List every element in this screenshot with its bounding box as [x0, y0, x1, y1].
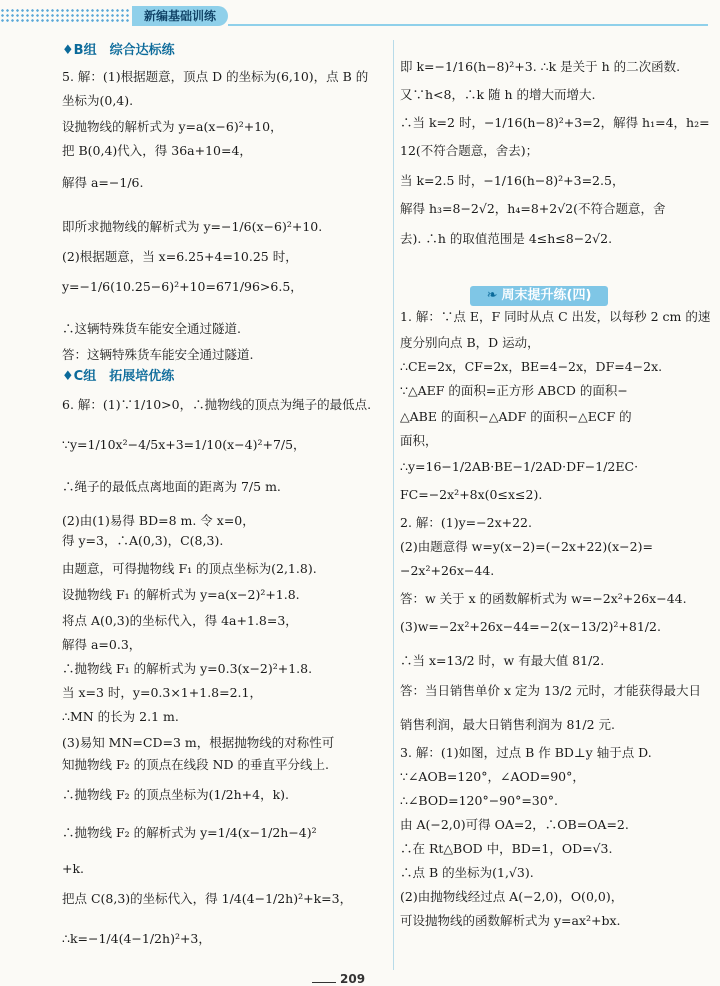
page-number: 209	[340, 972, 366, 986]
header-rule	[228, 24, 708, 26]
text-line: ∴k=−1/4(4−1/2h)²+3，	[62, 931, 211, 946]
text-line: (2)由题意得 w=y(x−2)=(−2x+22)(x−2)=	[400, 539, 653, 554]
text-line: ∴MN 的长为 2.1 m.	[62, 709, 179, 724]
text-line: 答：这辆特殊货车能安全通过隧道.	[62, 347, 254, 362]
text-line: 可设抛物线的函数解析式为 y=ax²+bx.	[400, 913, 621, 928]
text-line: ∴y=16−1/2AB·BE−1/2AD·DF−1/2EC·	[400, 459, 639, 474]
text-line: 解得 a=−1/6.	[62, 175, 144, 190]
text-line: ∴当 x=13/2 时，w 有最大值 81/2.	[400, 653, 605, 668]
text-line: ∵y=1/10x²−4/5x+3=1/10(x−4)²+7/5，	[62, 437, 306, 452]
text-line: 2. 解：(1)y=−2x+22.	[400, 515, 532, 530]
text-line: 当 k=2.5 时，−1/16(h−8)²+3=2.5，	[400, 173, 625, 188]
text-line: 将点 A(0,3)的坐标代入，得 4a+1.8=3，	[62, 613, 298, 628]
text-line: (3)易知 MN=CD=3 m，根据抛物线的对称性可	[62, 735, 335, 750]
text-line: (2)由抛物线经过点 A(−2,0)，O(0,0)，	[400, 889, 624, 904]
text-line: 由题意，可得抛物线 F₁ 的顶点坐标为(2,1.8).	[62, 561, 317, 576]
text-line: 3. 解：(1)如图，过点 B 作 BD⊥y 轴于点 D.	[400, 745, 652, 760]
text-line: 当 x=3 时，y=0.3×1+1.8=2.1，	[62, 685, 262, 700]
weekend-practice-banner: ❧ 周末提升练(四)	[470, 286, 608, 306]
text-line: 即 k=−1/16(h−8)²+3. ∴k 是关于 h 的二次函数.	[400, 59, 681, 74]
text-line: ∴抛物线 F₂ 的解析式为 y=1/4(x−1/2h−4)²	[62, 825, 317, 840]
ribbon-icon: ❧	[486, 288, 498, 303]
text-line: 知抛物线 F₂ 的顶点在线段 ND 的垂直平分线上.	[62, 757, 330, 772]
text-line: +k.	[62, 861, 85, 876]
text-line: ∴点 B 的坐标为(1,√3).	[400, 865, 534, 880]
text-line: 把 B(0,4)代入，得 36a+10=4，	[62, 143, 252, 158]
text-line: y=−1/6(10.25−6)²+10=671/96>6.5，	[62, 279, 303, 294]
text-line: ∴在 Rt△BOD 中，BD=1，OD=√3.	[400, 841, 613, 856]
text-line: 答：当日销售单价 x 定为 13/2 元时，才能获得最大日	[400, 683, 702, 698]
text-line: (2)根据题意，当 x=6.25+4=10.25 时，	[62, 249, 298, 264]
text-line: ∴这辆特殊货车能安全通过隧道.	[62, 321, 241, 336]
text-line: (2)由(1)易得 BD=8 m. 令 x=0，	[62, 513, 255, 528]
text-line: 度分别向点 B，D 运动，	[400, 335, 540, 350]
page-number-rule	[312, 982, 336, 983]
text-line: 得 y=3，∴A(0,3)，C(8,3).	[62, 533, 224, 548]
header-title: 新编基础训练	[132, 6, 228, 26]
text-line: ∴抛物线 F₁ 的解析式为 y=0.3(x−2)²+1.8.	[62, 661, 313, 676]
text-line: 解得 h₃=8−2√2，h₄=8+2√2(不符合题意，舍	[400, 201, 666, 216]
section-heading: ♦B组 综合达标练	[62, 43, 175, 58]
text-line: FC=−2x²+8x(0≤x≤2).	[400, 487, 543, 502]
text-line: ∴抛物线 F₂ 的顶点坐标为(1/2h+4，k).	[62, 787, 290, 802]
text-line: 设抛物线 F₁ 的解析式为 y=a(x−2)²+1.8.	[62, 587, 300, 602]
text-line: △ABE 的面积−△ADF 的面积−△ECF 的	[400, 409, 632, 424]
column-divider	[393, 40, 394, 970]
section-heading: ♦C组 拓展培优练	[62, 369, 175, 384]
text-line: 12(不符合题意，舍去)；	[400, 143, 539, 158]
text-line: ∴绳子的最低点离地面的距离为 7/5 m.	[62, 479, 281, 494]
text-line: ∴∠BOD=120°−90°=30°.	[400, 793, 558, 808]
header-dots-decoration	[0, 8, 130, 24]
text-line: ∴当 k=2 时，−1/16(h−8)²+3=2，解得 h₁=4，h₂=	[400, 115, 710, 130]
text-line: 解得 a=0.3，	[62, 637, 142, 652]
text-line: 去). ∴h 的取值范围是 4≤h≤8−2√2.	[400, 231, 613, 246]
text-line: 把点 C(8,3)的坐标代入，得 1/4(4−1/2h)²+k=3，	[62, 891, 353, 906]
text-line: 又∵h<8，∴k 随 h 的增大而增大.	[400, 87, 596, 102]
text-line: 5. 解：(1)根据题意，顶点 D 的坐标为(6,10)，点 B 的	[62, 69, 369, 84]
text-line: 即所求抛物线的解析式为 y=−1/6(x−6)²+10.	[62, 219, 323, 234]
text-line: ∵∠AOB=120°，∠AOD=90°，	[400, 769, 585, 784]
top-bar	[0, 0, 720, 30]
text-line: 1. 解：∵点 E，F 同时从点 C 出发，以每秒 2 cm 的速	[400, 309, 711, 324]
text-line: 设抛物线的解析式为 y=a(x−6)²+10，	[62, 119, 283, 134]
text-line: 由 A(−2,0)可得 OA=2，∴OB=OA=2.	[400, 817, 629, 832]
text-line: ∴CE=2x，CF=2x，BE=4−2x，DF=4−2x.	[400, 359, 663, 374]
text-line: 坐标为(0,4).	[62, 93, 134, 108]
text-line: (3)w=−2x²+26x−44=−2(x−13/2)²+81/2.	[400, 619, 661, 634]
text-line: 答：w 关于 x 的函数解析式为 w=−2x²+26x−44.	[400, 591, 687, 606]
text-line: 面积，	[400, 433, 438, 448]
text-line: 6. 解：(1)∵1/10>0，∴抛物线的顶点为绳子的最低点.	[62, 397, 372, 412]
text-line: ∵△AEF 的面积=正方形 ABCD 的面积−	[400, 383, 628, 398]
text-line: −2x²+26x−44.	[400, 563, 495, 578]
text-line: 销售利润，最大日销售利润为 81/2 元.	[400, 717, 615, 732]
